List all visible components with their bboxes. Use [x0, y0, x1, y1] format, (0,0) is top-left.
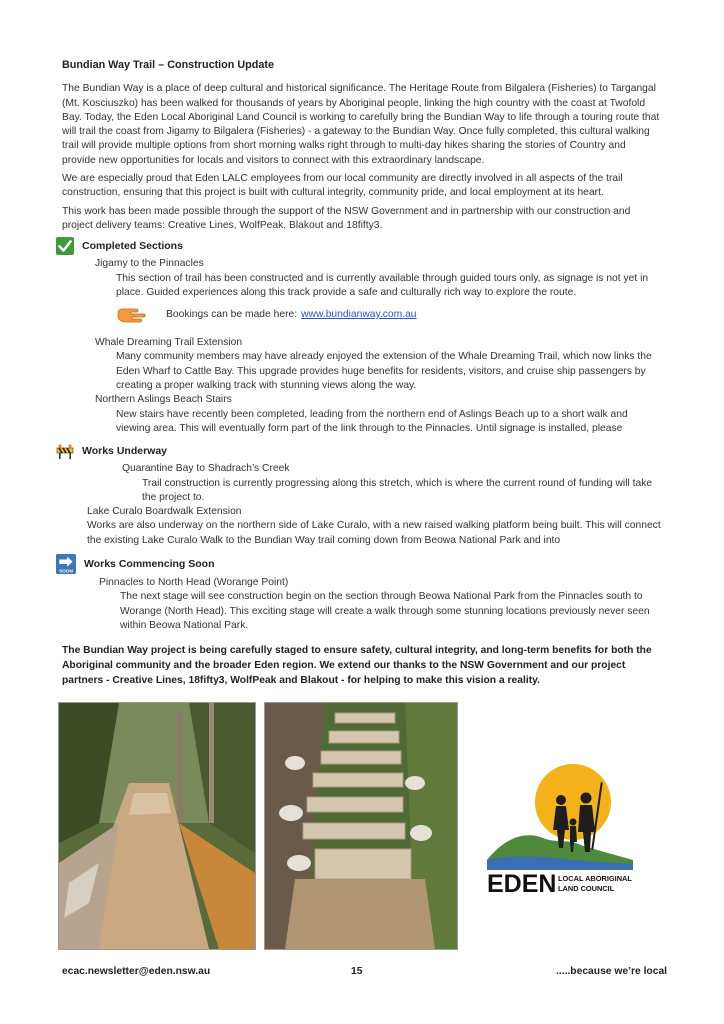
footer-tagline: .....because we’re local	[556, 966, 668, 977]
lake-title: Lake Curalo Boardwalk Extension	[87, 506, 242, 518]
logo-line2: LAND COUNCIL	[558, 884, 615, 893]
aslings-text: New stairs have recently been completed, leading from the northern end of Aslings Beach up to a short walk and viewing area. This will eventually form part of the link through to the Pinnacles. Until signage is installed, please	[116, 408, 628, 434]
footer-email[interactable]: ecac.newsletter@eden.nsw.au	[62, 966, 211, 977]
booking-link[interactable]: www.bundianway.com.au	[301, 309, 417, 320]
closing-statement: The Bundian Way project is being carefully staged to ensure safety, cultural integrity, and long-term benefits for both the Aboriginal community and the broader Eden region. We extend our thanks to the NSW Government and our project partners - Creative Lines, 18fifty3, WolfPeak and Blakout - for helping to make this vision a reality.	[62, 645, 652, 687]
article-title: Bundian Way Trail – Construction Update	[62, 59, 274, 71]
intro-paragraph-1: The Bundian Way is a place of deep cultural and historical significance. The Heritage Route from Bilgalera (Fisheries) to Targangal (Mt. Kosciuszko) has been walked for thousands of years by Aboriginal people, linking the high country with the coast at Twofold Bay. Today, the Eden Local Aboriginal Land Council is working to carefully bring the Bundian Way to life through a touring route that will trail the coast from Jigamy to Bilgalera (Fisheries) - a gateway to the Bundian Way. Once fully completed, this cultural walking trail will provide multiple options from short morning walks right through to multi-day hikes sharing the stories of Country and provide new opportunities for locals and visitors to connect with this extraordinary landscape.	[62, 83, 660, 166]
underway-heading-label: Works Underway	[82, 445, 167, 458]
svg-text:SOON: SOON	[59, 568, 73, 574]
lake-text: Works are also underway on the northern side of Lake Curalo, with a new raised walking platform being built. This will connect the existing Lake Curalo Walk to the Bundian Way trail coming down from Beowa National Park and into	[87, 520, 661, 546]
soon-heading-label: Works Commencing Soon	[84, 557, 215, 570]
footer-page-number: 15	[351, 966, 363, 977]
trail-photo-2	[264, 702, 458, 950]
intro-paragraph-3: This work has been made possible through the support of the NSW Government and in partnership with our construction and project delivery teams: Creative Lines, WolfPeak, Blakout and 18fifty3.	[62, 205, 631, 231]
check-icon	[56, 237, 74, 255]
quarantine-text: Trail construction is currently progressing along this stretch, which is where the current round of funding will take the project to.	[142, 477, 653, 503]
logo-line1: LOCAL ABORIGINAL	[558, 874, 632, 883]
whale-text: Many community members may have already enjoyed the extension of the Whale Dreaming Trail, which now links the Eden Wharf to Cattle Bay. This upgrade provides huge benefits for residents, visitors, and cruise ship passengers by creating a proper walking track with stunning views along the way.	[116, 351, 652, 392]
pointing-hand-icon	[116, 304, 150, 326]
logo-eden-text: EDEN	[487, 870, 557, 898]
quarantine-title: Quarantine Bay to Shadrach’s Creek	[122, 463, 290, 475]
aslings-title: Northern Aslings Beach Stairs	[95, 394, 232, 406]
eden-lalc-logo	[483, 760, 633, 900]
soon-arrow-icon	[56, 554, 76, 574]
booking-line	[116, 304, 662, 326]
completed-heading-label: Completed Sections	[82, 240, 183, 253]
jigamy-title: Jigamy to the Pinnacles	[95, 258, 204, 270]
soon-heading	[56, 554, 662, 574]
pinnacles-text: The next stage will see construction begin on the section through Beowa National Park from the Pinnacles south to Worange (North Head). This exciting stage will create a walk through some stunning locations previously never seen within Beowa National Park.	[120, 591, 650, 631]
underway-heading	[56, 442, 662, 460]
jigamy-text: This section of trail has been constructed and is currently available through guided tours only, as signage is not yet in place. Guided experiences along this track provide a safe and culturally rich way to explore the route.	[116, 272, 649, 298]
intro-paragraph-2: We are especially proud that Eden LALC employees from our local community are directly involved in all aspects of the trail construction, ensuring that this project is built with cultural integrity, community pride, and local employment at its heart.	[62, 173, 623, 199]
completed-heading	[56, 237, 662, 255]
whale-title: Whale Dreaming Trail Extension	[95, 337, 243, 349]
pinnacles-title: Pinnacles to North Head (Worange Point)	[99, 577, 289, 589]
article	[59, 58, 662, 692]
booking-text: Bookings can be made here:	[166, 309, 298, 320]
trail-photo-1	[58, 702, 256, 950]
roadwork-barrier-icon	[56, 442, 74, 460]
